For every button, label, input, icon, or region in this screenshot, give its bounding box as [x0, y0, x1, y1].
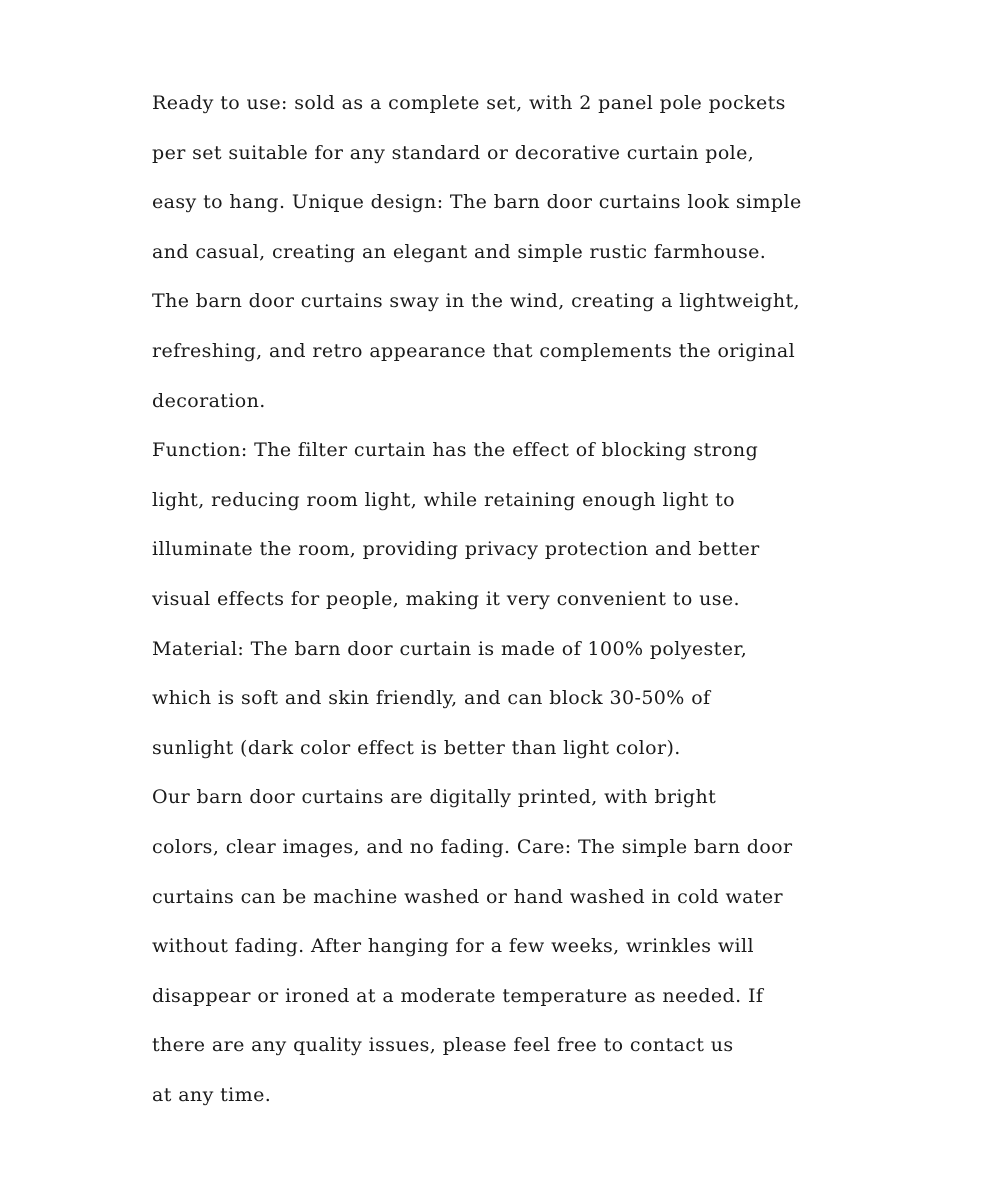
text-line: which is soft and skin friendly, and can block 30-50% of: [152, 687, 711, 710]
text-line: without fading. After hanging for a few weeks, wrinkles will: [152, 935, 754, 958]
text-line: illuminate the room, providing privacy protection and better: [152, 538, 760, 561]
product-description: [152, 79, 872, 1120]
text-line: per set suitable for any standard or decorative curtain pole,: [152, 141, 755, 164]
text-line: Ready to use: sold as a complete set, with 2 panel pole pockets: [152, 92, 786, 114]
text-line: disappear or ironed at a moderate temperature as needed. If: [152, 984, 764, 1007]
text-line: curtains can be machine washed or hand washed in cold water: [152, 885, 784, 908]
text-line: decoration.: [152, 389, 266, 412]
text-line: sunlight (dark color effect is better than light color).: [152, 736, 681, 759]
text-line: Material: The barn door curtain is made of 100% polyester,: [152, 637, 748, 660]
text-line: Function: The filter curtain has the effect of blocking strong: [152, 439, 759, 462]
text-line: The barn door curtains sway in the wind, creating a lightweight,: [152, 290, 800, 313]
text-line: and casual, creating an elegant and simple rustic farmhouse.: [152, 240, 767, 263]
text-line: visual effects for people, making it very convenient to use.: [152, 587, 740, 610]
text-line: there are any quality issues, please feel free to contact us: [152, 1034, 734, 1057]
text-line: easy to hang. Unique design: The barn door curtains look simple: [152, 191, 802, 214]
text-line: refreshing, and retro appearance that complements the original: [152, 339, 796, 362]
text-line: light, reducing room light, while retaining enough light to: [152, 488, 735, 511]
text-line: colors, clear images, and no fading. Care: The simple barn door: [152, 835, 793, 858]
text-line: Our barn door curtains are digitally printed, with bright: [152, 786, 717, 809]
text-line: at any time.: [152, 1083, 272, 1106]
